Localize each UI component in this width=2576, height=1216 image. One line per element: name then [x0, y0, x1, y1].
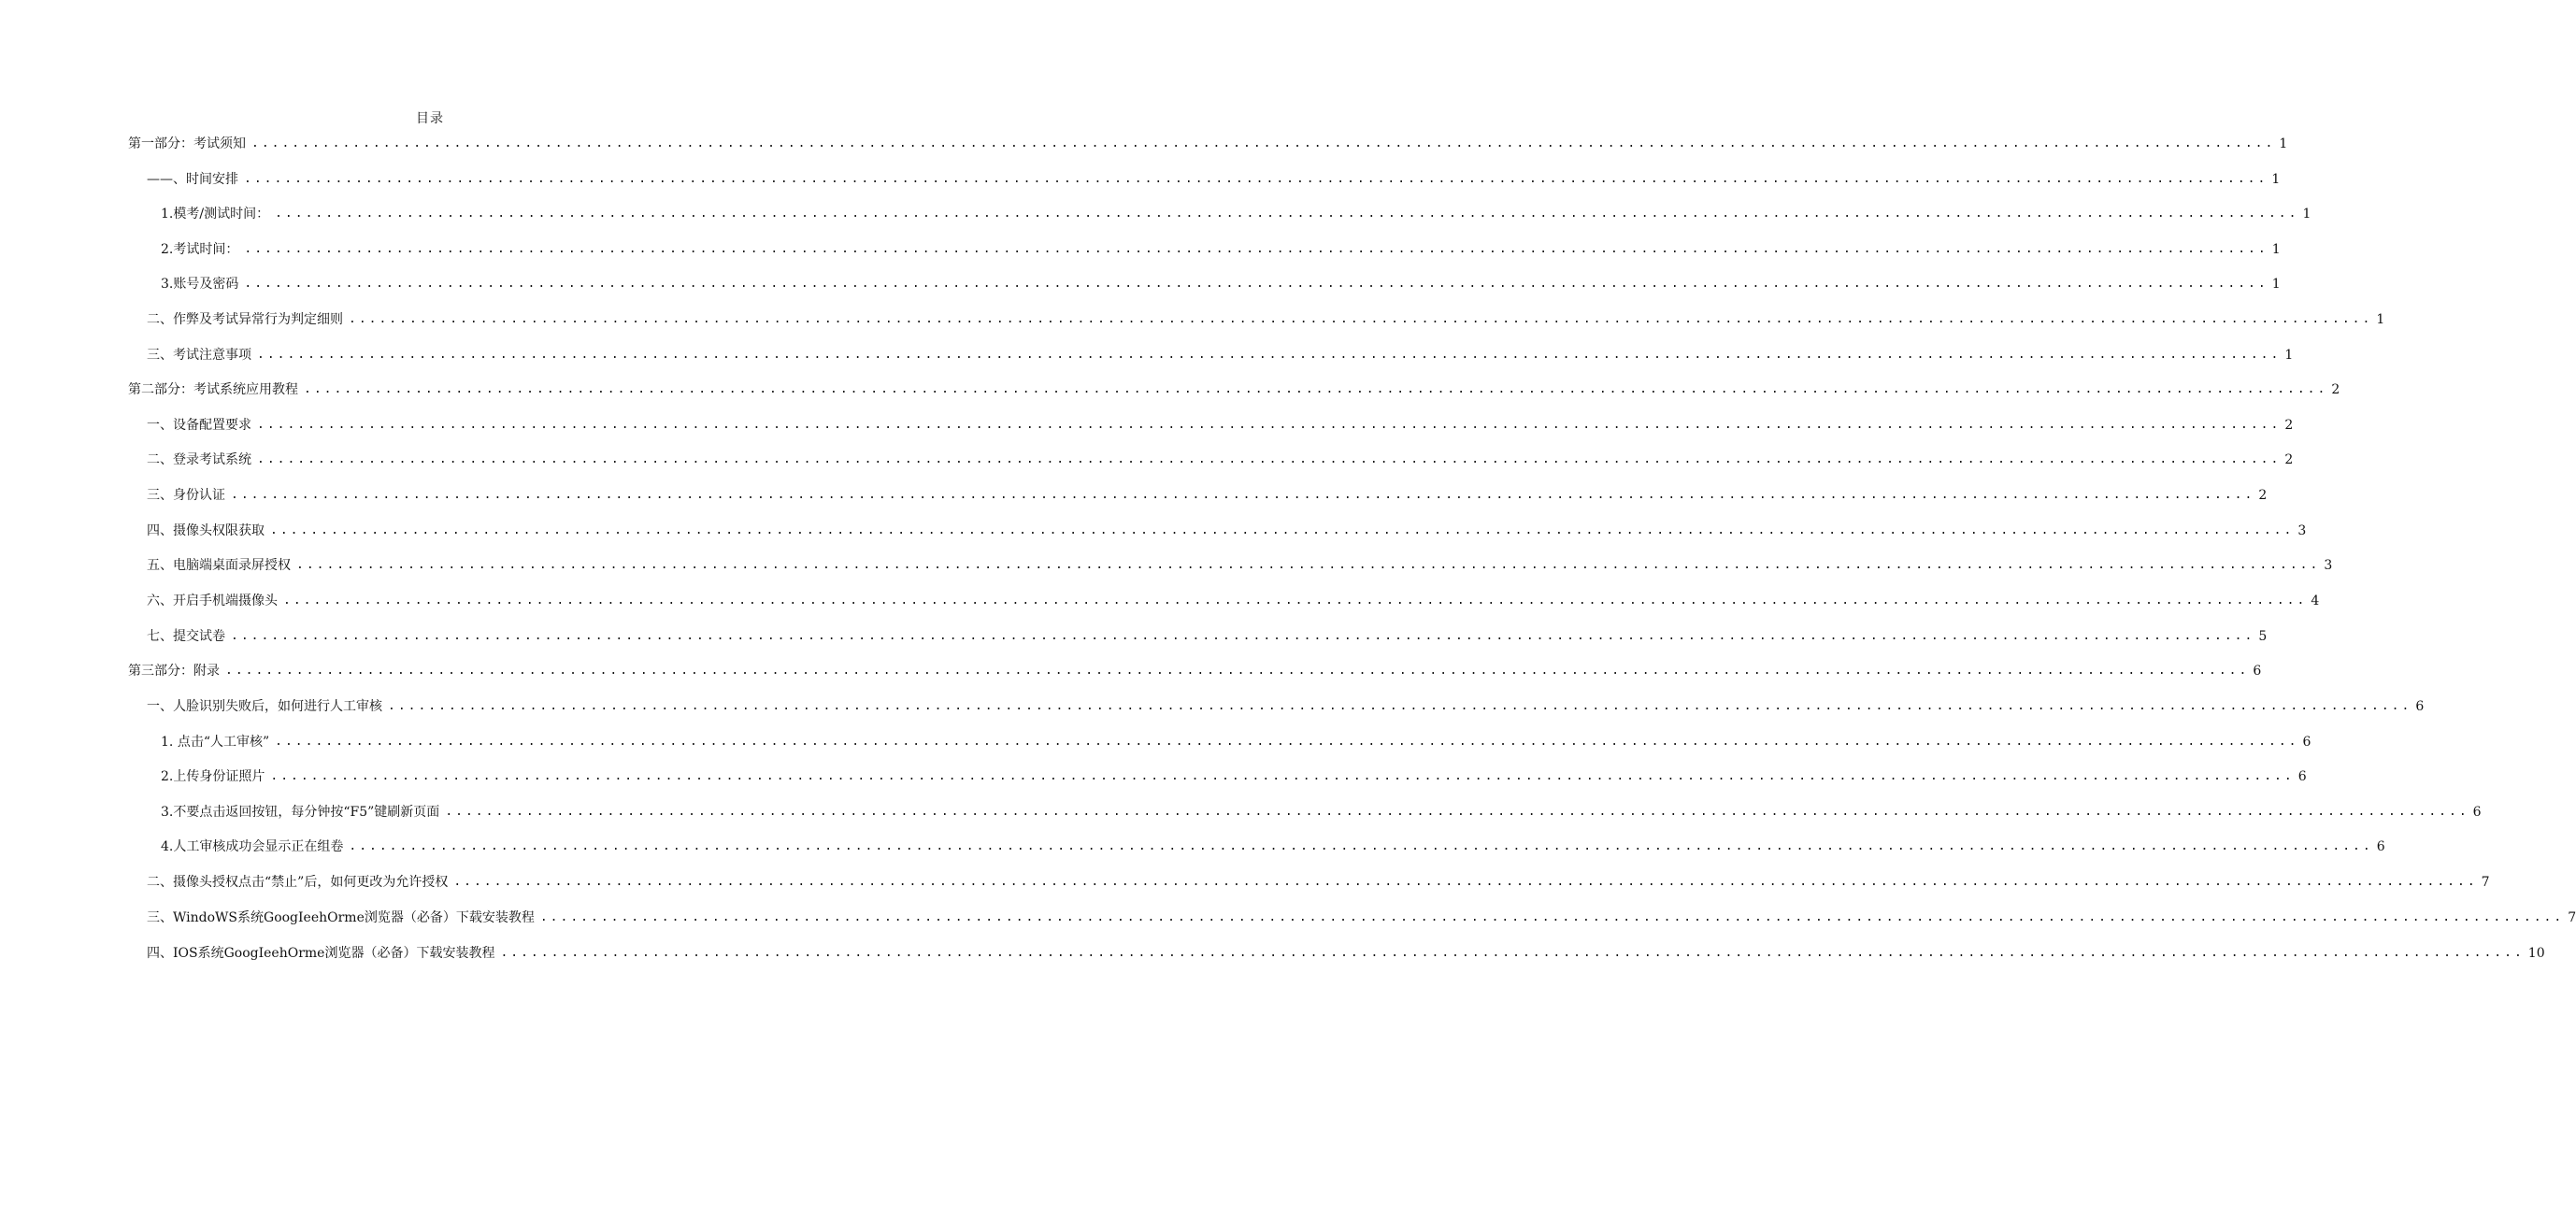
toc-leader-dots: ........................................................................................................................................................................................................: [257, 452, 2282, 466]
toc-entry[interactable]: [161, 233, 2281, 266]
toc-entry-label: 二、作弊及考试异常行为判定细则: [147, 312, 343, 327]
toc-entry[interactable]: [128, 127, 2288, 161]
toc-page-number: 1: [2376, 312, 2385, 327]
toc-leader-dots: ........................................................................................................................................................................................................: [244, 277, 2268, 291]
toc-entry-number: 2: [161, 769, 169, 784]
toc-entry[interactable]: [147, 937, 2545, 970]
toc-entry[interactable]: [147, 866, 2490, 899]
toc-entry-label: 第一部分：考试须知: [128, 136, 246, 151]
toc-page-number: 10: [2527, 946, 2545, 961]
toc-entry[interactable]: [147, 584, 2320, 618]
toc-entry[interactable]: [147, 303, 2385, 336]
toc-entry-label: .账号及密码: [168, 277, 239, 292]
toc-entry-label: 一、人脸识别失败后，如何进行人工审核: [147, 699, 382, 714]
toc-entry[interactable]: [147, 479, 2268, 512]
toc-leader-dots: ........................................................................................................................................................................................................: [270, 769, 2295, 783]
toc-page-number: 5: [2258, 629, 2268, 644]
toc-page-number: 1: [2284, 348, 2294, 363]
toc-entry[interactable]: [147, 514, 2307, 548]
toc-page-number: 1: [2271, 242, 2281, 257]
toc-leader-dots: ........................................................................................................................................................................................................: [275, 207, 2299, 221]
toc-entry[interactable]: [147, 620, 2268, 653]
toc-page-number: 1: [2302, 207, 2311, 222]
toc-entry[interactable]: [161, 197, 2311, 231]
toc-page-number: 3: [2297, 523, 2307, 538]
toc-entry-label: .考试时间：: [168, 242, 239, 257]
toc-entry-label: . 点击“人工审核”: [168, 735, 270, 750]
toc-leader-dots: ........................................................................................................................................................................................................: [539, 910, 2565, 924]
toc-entry[interactable]: [147, 549, 2333, 582]
toc-entry-label: 五、电脑端桌面录屏授权: [147, 558, 291, 573]
toc-entry-label: 二、摄像头授权点击“禁止”后，如何更改为允许授权: [147, 875, 449, 890]
toc-entry-label: 七、提交试卷: [147, 629, 225, 644]
toc-page-number: 4: [2311, 594, 2320, 608]
toc-entry-number: 1: [161, 207, 169, 222]
toc-entry-label: 一、设备配置要求: [147, 418, 251, 433]
toc-entry-label: 三、身份认证: [147, 488, 225, 503]
toc-page-number: 6: [2302, 735, 2311, 750]
toc-entry-label: 二、登录考试系统: [147, 452, 251, 467]
toc-leader-dots: ........................................................................................................................................................................................................: [349, 839, 2373, 853]
toc-entry[interactable]: [161, 795, 2482, 829]
toc-entry-label: .不要点击返回按钮，每分钟按“F5”键刷新页面: [168, 805, 440, 820]
toc-entry-label: 四、摄像头权限获取: [147, 523, 265, 538]
toc-entry-label: 三、WindoWS系统GoogIeehOrme浏览器（必备）下载安装教程: [147, 910, 535, 925]
toc-page-number: 6: [2472, 805, 2482, 820]
toc-page-number: 2: [2284, 418, 2294, 433]
toc-page-number: 6: [2253, 664, 2262, 679]
toc-entry[interactable]: [147, 443, 2294, 477]
toc-entry[interactable]: [161, 267, 2281, 301]
toc-page-number: 7: [2568, 910, 2576, 925]
toc-entry-label: 第三部分：附录: [128, 664, 220, 679]
toc-entry[interactable]: [147, 901, 2576, 935]
toc-leader-dots: ........................................................................................................................................................................................................: [257, 418, 2282, 432]
toc-page-number: 6: [2376, 839, 2385, 854]
toc-leader-dots: ........................................................................................................................................................................................................: [349, 312, 2373, 326]
toc-leader-dots: ........................................................................................................................................................................................................: [388, 699, 2412, 713]
toc-leader-dots: ........................................................................................................................................................................................................: [244, 242, 2268, 256]
toc-entry[interactable]: [128, 373, 2340, 407]
toc-entry-label: 第二部分：考试系统应用教程: [128, 382, 298, 397]
toc-page-number: 6: [2415, 699, 2425, 714]
toc-leader-dots: ........................................................................................................................................................................................................: [275, 735, 2299, 749]
toc-entry-label: ——、时间安排: [147, 172, 238, 187]
toc-page-number: 1: [2271, 277, 2281, 292]
toc-leader-dots: ........................................................................................................................................................................................................: [296, 558, 2321, 572]
toc-entry-label: .人工审核成功会显示正在组卷: [168, 839, 344, 854]
toc-leader-dots: ........................................................................................................................................................................................................: [270, 523, 2295, 537]
toc-leader-dots: ........................................................................................................................................................................................................: [257, 348, 2282, 362]
toc-page-number: 3: [2324, 558, 2333, 573]
toc-page-number: 2: [2258, 488, 2268, 503]
toc-entry[interactable]: [128, 654, 2262, 688]
toc-entry-label: .上传身份证照片: [168, 769, 265, 784]
toc-leader-dots: ........................................................................................................................................................................................................: [453, 875, 2478, 889]
toc-page-number: 7: [2481, 875, 2490, 890]
toc-entry[interactable]: [161, 830, 2385, 864]
toc-entry[interactable]: [147, 338, 2294, 372]
toc-entry-number: 3: [161, 805, 169, 820]
toc-entry-label: .模考/测试时间：: [168, 207, 270, 222]
toc-leader-dots: ........................................................................................................................................................................................................: [251, 136, 2276, 150]
toc-entry[interactable]: [147, 408, 2294, 442]
toc-page-number: 6: [2297, 769, 2307, 784]
toc-leader-dots: ........................................................................................................................................................................................................: [231, 488, 2255, 502]
toc-page-number: 2: [2331, 382, 2340, 397]
toc-entry[interactable]: [161, 760, 2307, 794]
toc-title: 目录: [416, 111, 444, 126]
toc-entry-label: 三、考试注意事项: [147, 348, 251, 363]
toc-page-number: 2: [2284, 452, 2294, 467]
toc-entry-number: 1: [161, 735, 169, 750]
toc-leader-dots: ........................................................................................................................................................................................................: [244, 172, 2268, 186]
toc-entry[interactable]: [147, 163, 2281, 196]
toc-leader-dots: ........................................................................................................................................................................................................: [231, 629, 2255, 643]
toc-entry-label: 六、开启手机端摄像头: [147, 594, 278, 608]
toc-entry-number: 4: [161, 839, 169, 854]
toc-leader-dots: ........................................................................................................................................................................................................: [445, 805, 2469, 819]
toc-leader-dots: ........................................................................................................................................................................................................: [304, 382, 2328, 396]
toc-leader-dots: ........................................................................................................................................................................................................: [225, 664, 2250, 678]
toc-leader-dots: ........................................................................................................................................................................................................: [500, 946, 2525, 960]
toc-entry[interactable]: [161, 725, 2311, 759]
toc-entry-label: 四、IOS系统GoogIeehOrme浏览器（必备）下载安装教程: [147, 946, 495, 961]
toc-page-number: 1: [2271, 172, 2281, 187]
toc-entry-number: 3: [161, 277, 169, 292]
toc-page-number: 1: [2279, 136, 2288, 151]
toc-entry-number: 2: [161, 242, 169, 257]
toc-leader-dots: ........................................................................................................................................................................................................: [283, 594, 2308, 608]
toc-entry[interactable]: [147, 690, 2425, 723]
